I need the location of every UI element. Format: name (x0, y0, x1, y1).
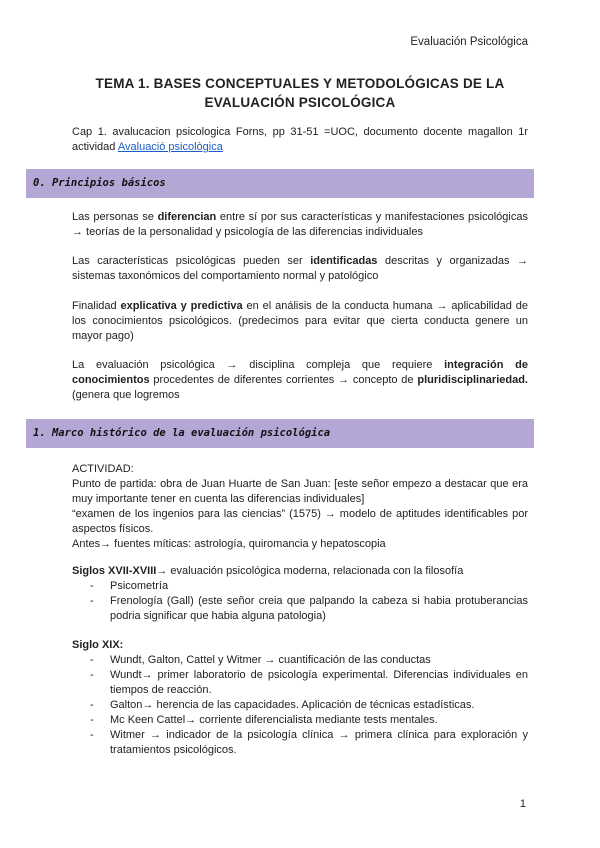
text: La evaluación psicológica → disciplina compleja que requiere (72, 359, 445, 371)
page-number: 1 (519, 798, 526, 810)
emphasis: identificadas (310, 255, 378, 267)
activity-line-1: Punto de partida: obra de Juan Huarte de San Juan: [este señor empezo a destacar que era muy importante tener en cuenta las diferencias individuales] (72, 478, 528, 505)
emphasis: explicativa y predictiva (120, 300, 243, 312)
section-0-paragraph-1 (72, 210, 528, 240)
running-header: Evaluación Psicológica (410, 36, 528, 48)
list-item: - Mc Keen Cattel→ corriente diferencialista mediante tests mentales. (90, 713, 528, 728)
section-0-heading-bar (26, 169, 534, 198)
siglos-block (72, 564, 528, 624)
activity-label: ACTIVIDAD: (72, 463, 134, 475)
siglo-xix-block (72, 638, 528, 758)
text: procedentes de diferentes corrientes → concepto de (149, 374, 418, 386)
text: descritas y organizadas → sistemas taxonómicos del comportamiento normal y patológico (72, 255, 528, 282)
section-0-heading: 0. Principios básicos (33, 177, 166, 189)
list-item: - Wundt, Galton, Cattel y Witmer → cuantificación de las conductas (90, 653, 528, 668)
text: en el análisis de la conducta humana → aplicabilidad de los conocimientos psicológicos. (predecimos para evitar que cierta conducta genere un mayor pago) (72, 300, 528, 342)
siglos-heading: Siglos XVII-XVIII (72, 565, 157, 577)
section-0-paragraph-3 (72, 299, 528, 344)
siglo-xix-list (90, 653, 528, 758)
list-item: - Wundt→ primer laboratorio de psicología experimental. Diferencias individuales en tiempos de reacción. (90, 668, 528, 698)
activity-line-2: “examen de los ingenios para las ciencias” (1575) → modelo de aptitudes identificables por aspectos físicos. (72, 508, 528, 535)
section-1-heading-bar (26, 419, 534, 448)
title-line-2: EVALUACIÓN PSICOLÓGICA (204, 95, 396, 110)
list-item: - Psicometría (90, 579, 528, 594)
list-item: - Witmer → indicador de la psicología clínica → primera clínica para exploración y tratamientos psicológicos. (90, 728, 528, 758)
list-item: - Galton→ herencia de las capacidades. Aplicación de técnicas estadísticas. (90, 698, 528, 713)
document-title (60, 74, 540, 112)
emphasis: diferencian (157, 211, 217, 223)
intro-link[interactable]: Avaluació psicològica (117, 141, 223, 153)
text: entre sí por sus características y manifestaciones psicológicas → teorías de la personalidad y psicología de las diferencias individuales (72, 211, 528, 238)
text: Finalidad (72, 300, 121, 312)
intro-text: Cap 1. avalucacion psicologica Forns, pp 31-51 =UOC, documento docente magallon 1r actividad (72, 126, 528, 153)
emphasis: integración de conocimientos (72, 359, 528, 386)
activity-line-3: Antes→ fuentes míticas: astrología, quiromancia y hepatoscopia (72, 538, 386, 550)
activity-block (72, 462, 528, 552)
title-line-1: TEMA 1. BASES CONCEPTUALES Y METODOLÓGICAS DE LA (95, 76, 505, 91)
text: (genera que logremos (72, 389, 180, 401)
emphasis: pluridisciplinariedad. (417, 374, 528, 386)
intro-paragraph (72, 125, 528, 155)
siglo-xix-heading: Siglo XIX: (72, 639, 124, 651)
siglos-list (90, 579, 528, 624)
section-1-heading: 1. Marco histórico de la evaluación psicológica (33, 427, 331, 439)
list-item: - Frenología (Gall) (este señor creia que palpando la cabeza si habia protuberancias podria significar que habia alguna patologia) (90, 594, 528, 624)
section-0-paragraph-2 (72, 254, 528, 284)
text: Las características psicológicas pueden ser (72, 255, 311, 267)
siglos-text: → evaluación psicológica moderna, relacionada con la filosofía (156, 565, 464, 577)
text: Las personas se (72, 211, 158, 223)
section-0-paragraph-4 (72, 358, 528, 403)
